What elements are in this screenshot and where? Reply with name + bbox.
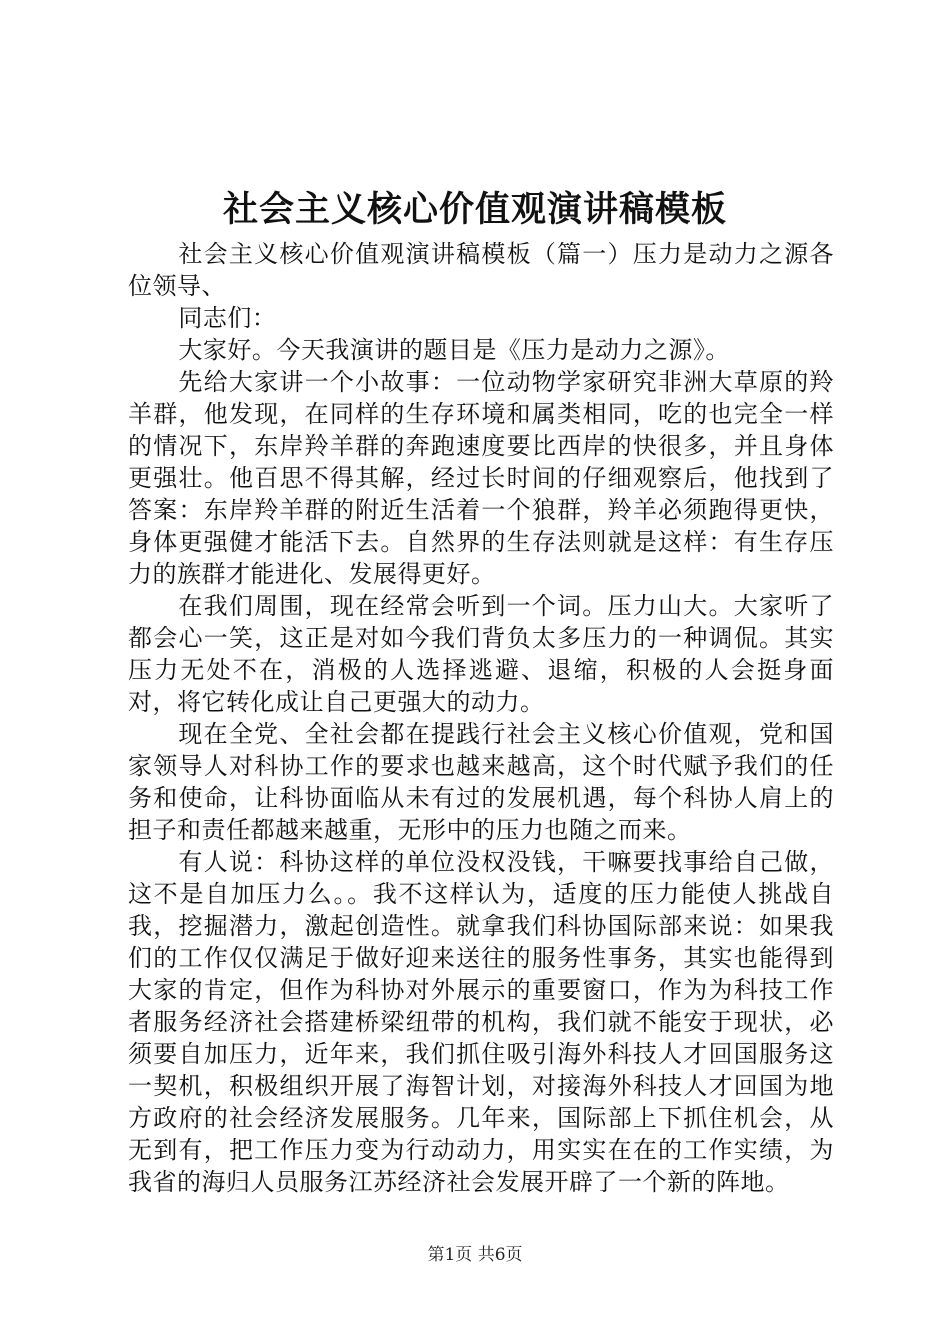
document-body bbox=[128, 238, 834, 1198]
paragraph-intro: 社会主义核心价值观演讲稿模板（篇一）压力是动力之源各位领导、 bbox=[128, 240, 834, 300]
paragraph-story: 先给大家讲一个小故事：一位动物学家研究非洲大草原的羚羊群，他发现，在同样的生存环境和属类相同，吃的也完全一样的情况下，东岸羚羊群的奔跑速度要比西岸的快很多，并且身体更强壮。他百思不得其解，经过长时间的仔细观察后，他找到了答案：东岸羚羊群的附近生活着一个狼群，羚羊必须跑得更快，身体更强健才能活下去。自然界的生存法则就是这样：有生存压力的族群才能进化、发展得更好。 bbox=[128, 368, 834, 588]
paragraph-pressure: 在我们周围，现在经常会听到一个词。压力山大。大家听了都会心一笑，这正是对如今我们背负太多压力的一种调侃。其实压力无处不在，消极的人选择逃避、退缩，积极的人会挺身面对，将它转化成让自己更强大的动力。 bbox=[128, 592, 834, 716]
page-number-footer: 第1页 共6页 bbox=[427, 1245, 523, 1265]
paragraph-mission: 现在全党、全社会都在提践行社会主义核心价值观，党和国家领导人对科协工作的要求也越来越高，这个时代赋予我们的任务和使命，让科协面临从未有过的发展机遇，每个科协人肩上的担子和责任都越来越重，无形中的压力也随之而来。 bbox=[128, 720, 834, 844]
paragraph-greeting: 大家好。今天我演讲的题目是《压力是动力之源》。 bbox=[178, 336, 730, 364]
document-title: 社会主义核心价值观演讲稿模板 bbox=[222, 189, 727, 230]
paragraph-example: 有人说：科协这样的单位没权没钱，干嘛要找事给自己做，这不是自加压力么。。我不这样认为，适度的压力能使人挑战自我，挖掘潜力，激起创造性。就拿我们科协国际部来说：如果我们的工作仅仅满足于做好迎来送往的服务性事务，其实也能得到大家的肯定，但作为科协对外展示的重要窗口，作为为科技工作者服务经济社会搭建桥梁纽带的机构，我们就不能安于现状，必须要自加压力，近年来，我们抓住吸引海外科技人才回国服务这一契机，积极组织开展了海智计划，对接海外科技人才回国为地方政府的社会经济发展服务。几年来，国际部上下抓住机会，从无到有，把工作压力变为行动动力，用实实在在的工作实绩，为我省的海归人员服务江苏经济社会发展开辟了一个新的阵地。 bbox=[128, 848, 834, 1196]
paragraph-salutation: 同志们： bbox=[178, 304, 277, 332]
